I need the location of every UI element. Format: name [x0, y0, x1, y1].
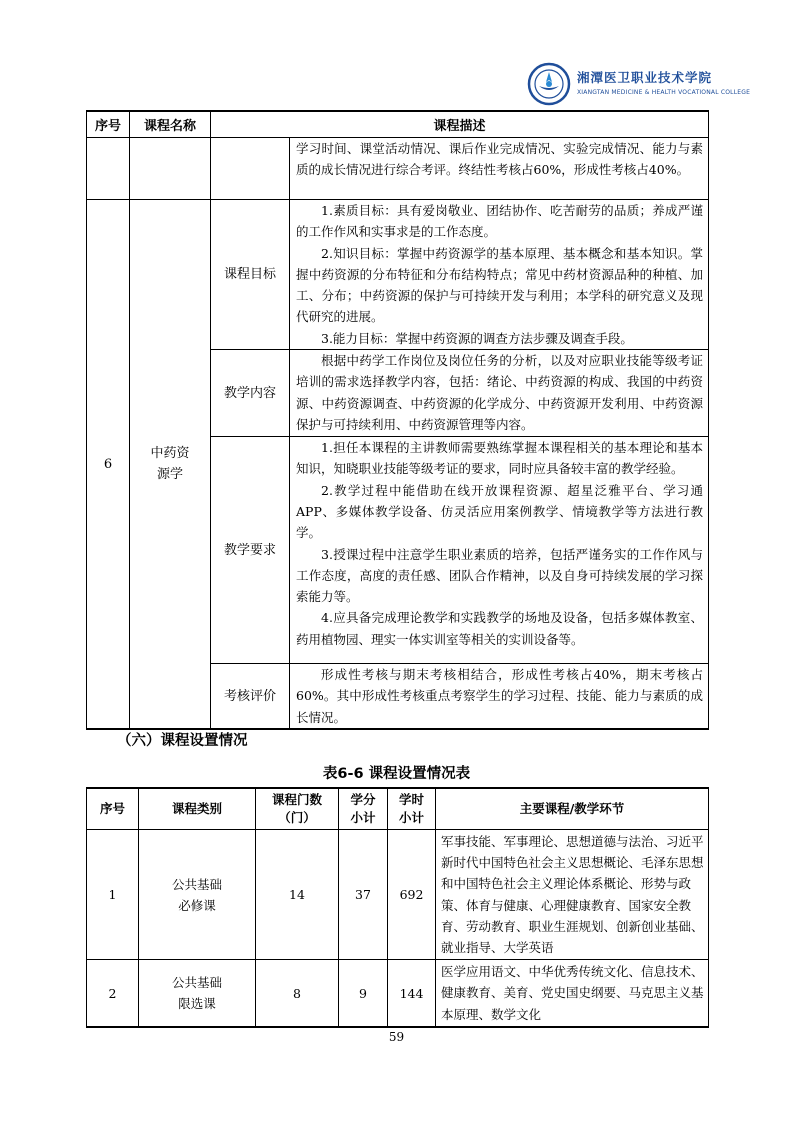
- header-count: [256, 788, 339, 830]
- assessment-desc: [290, 664, 709, 730]
- school-name: 湘潭医卫职业技术学院: [577, 70, 713, 85]
- table-header-row: [87, 111, 709, 138]
- header-count-line2: （门）: [278, 810, 316, 825]
- school-name-en: XIANGTAN MEDICINE & HEALTH VOCATIONAL COLLEGE: [577, 89, 751, 96]
- header-no: 序号: [87, 111, 130, 138]
- paragraph: 形成性考核与期末考核相结合，形成性考核占40%，期末考核占60%。其中形成性考核重点考察学生的学习过程、技能、能力与素质的成长情况。: [296, 667, 704, 725]
- table-header-row: [87, 788, 709, 830]
- row-label-content: 教学内容: [211, 350, 290, 437]
- content-desc: [290, 350, 709, 437]
- paragraph: 1.担任本课程的主讲教师需要熟练掌握本课程相关的基本理论和基本知识，知晓职业技能等级考证的要求，同时应具备较丰富的教学经验。: [296, 440, 704, 477]
- header-no: 序号: [87, 788, 139, 830]
- category-line1: 公共基础: [171, 975, 222, 991]
- header-credits: [339, 788, 388, 830]
- course-no: 6: [87, 200, 130, 730]
- header-course-name: 课程名称: [130, 111, 211, 138]
- cell-empty: [211, 138, 290, 200]
- header-description: 课程描述: [211, 111, 709, 138]
- row-courses: 军事技能、军事理论、思想道德与法治、习近平新时代中国特色社会主义思想概论、毛泽东思想和中国特色社会主义理论体系概论、形势与政策、体育与健康、心理健康教育、国家安全教育、劳动教育、职业生涯规划、创新创业基础、就业指导、大学英语: [436, 830, 709, 960]
- header-credits-line1: 学分: [350, 792, 376, 807]
- row-hours: 144: [388, 960, 436, 1027]
- table-row: [87, 138, 709, 200]
- row-label-requirements: 教学要求: [211, 437, 290, 664]
- row-category: [139, 960, 256, 1027]
- school-emblem-icon: [527, 62, 571, 106]
- row-credits: 37: [339, 830, 388, 960]
- row-count: 8: [256, 960, 339, 1027]
- table-caption: 表6-6 课程设置情况表: [322, 766, 471, 782]
- paragraph: 2.知识目标：掌握中药资源学的基本原理、基本概念和基本知识。掌握中药资源的分布特征和分布结构特点；常见中药材资源品种的种植、加工、分布；中药资源的保护与可持续开发与利用；本学科的研究意义及现代研究的进展。: [296, 245, 704, 325]
- header-count-line1: 课程门数: [271, 792, 322, 807]
- paragraph: 3.授课过程中注意学生职业素质的培养，包括严谨务实的工作作风与工作态度，高度的责任感、团队合作精神，以及自身可持续发展的学习探索能力等。: [296, 546, 704, 605]
- row-courses: 医学应用语文、中华优秀传统文化、信息技术、健康教育、美育、党史国史纲要、马克思主义基本原理、数学文化: [436, 960, 709, 1027]
- goals-desc: [290, 200, 709, 350]
- school-logo: [527, 62, 751, 108]
- table-row: [87, 200, 709, 350]
- paragraph: 根据中药学工作岗位及岗位任务的分析，以及对应职业技能等级考证培训的需求选择教学内容，包括：绪论、中药资源的构成、我国的中药资源、中药资源调查、中药资源的化学成分、中药资源开发利用、中药资源保护与可持续利用、中药资源管理等内容。: [296, 353, 704, 432]
- category-line2: 必修课: [178, 897, 216, 913]
- table-row: [87, 960, 709, 1027]
- cell-empty: [87, 138, 130, 200]
- row-label-goals: 课程目标: [211, 200, 290, 350]
- course-setup-table: [86, 787, 709, 1028]
- continued-description: [290, 138, 709, 200]
- header-hours: [388, 788, 436, 830]
- course-name: 中药资源学: [130, 200, 211, 730]
- header-hours-line1: 学时: [398, 792, 424, 807]
- header-credits-line2: 小计: [350, 810, 376, 825]
- course-description-table: [86, 110, 709, 730]
- category-line2: 限选课: [178, 996, 216, 1012]
- row-credits: 9: [339, 960, 388, 1027]
- row-no: 1: [87, 830, 139, 960]
- header-hours-line2: 小计: [398, 810, 424, 825]
- page-number: 59: [388, 1030, 405, 1044]
- row-hours: 692: [388, 830, 436, 960]
- paragraph: 1.素质目标：具有爱岗敬业、团结协作、吃苦耐劳的品质；养成严谨的工作作风和实事求是的工作态度。: [296, 203, 704, 240]
- paragraph: 3.能力目标：掌握中药资源的调查方法步骤及调查手段。: [321, 330, 633, 346]
- header-category: 课程类别: [139, 788, 256, 830]
- row-label-assessment: 考核评价: [211, 664, 290, 730]
- paragraph: 2.教学过程中能借助在线开放课程资源、超星泛雅平台、学习通APP、多媒体教学设备、仿灵活应用案例教学、情境教学等方法进行教学。: [296, 482, 704, 541]
- row-count: 14: [256, 830, 339, 960]
- paragraph: 4.应具备完成理论教学和实践教学的场地及设备，包括多媒体教室、药用植物园、理实一体实训室等相关的实训设备等。: [296, 610, 704, 647]
- requirements-desc: [290, 437, 709, 664]
- header-main-courses: 主要课程/教学环节: [436, 788, 709, 830]
- category-line1: 公共基础: [171, 876, 222, 892]
- row-no: 2: [87, 960, 139, 1027]
- section-title: （六）课程设置情况: [117, 733, 248, 749]
- row-category: [139, 830, 256, 960]
- table-row: [87, 830, 709, 960]
- cell-empty: [130, 138, 211, 200]
- continued-text: 学习时间、课堂活动情况、课后作业完成情况、实验完成情况、能力与素质的成长情况进行综合考评。终结性考核占60%，形成性考核占40%。: [296, 141, 704, 178]
